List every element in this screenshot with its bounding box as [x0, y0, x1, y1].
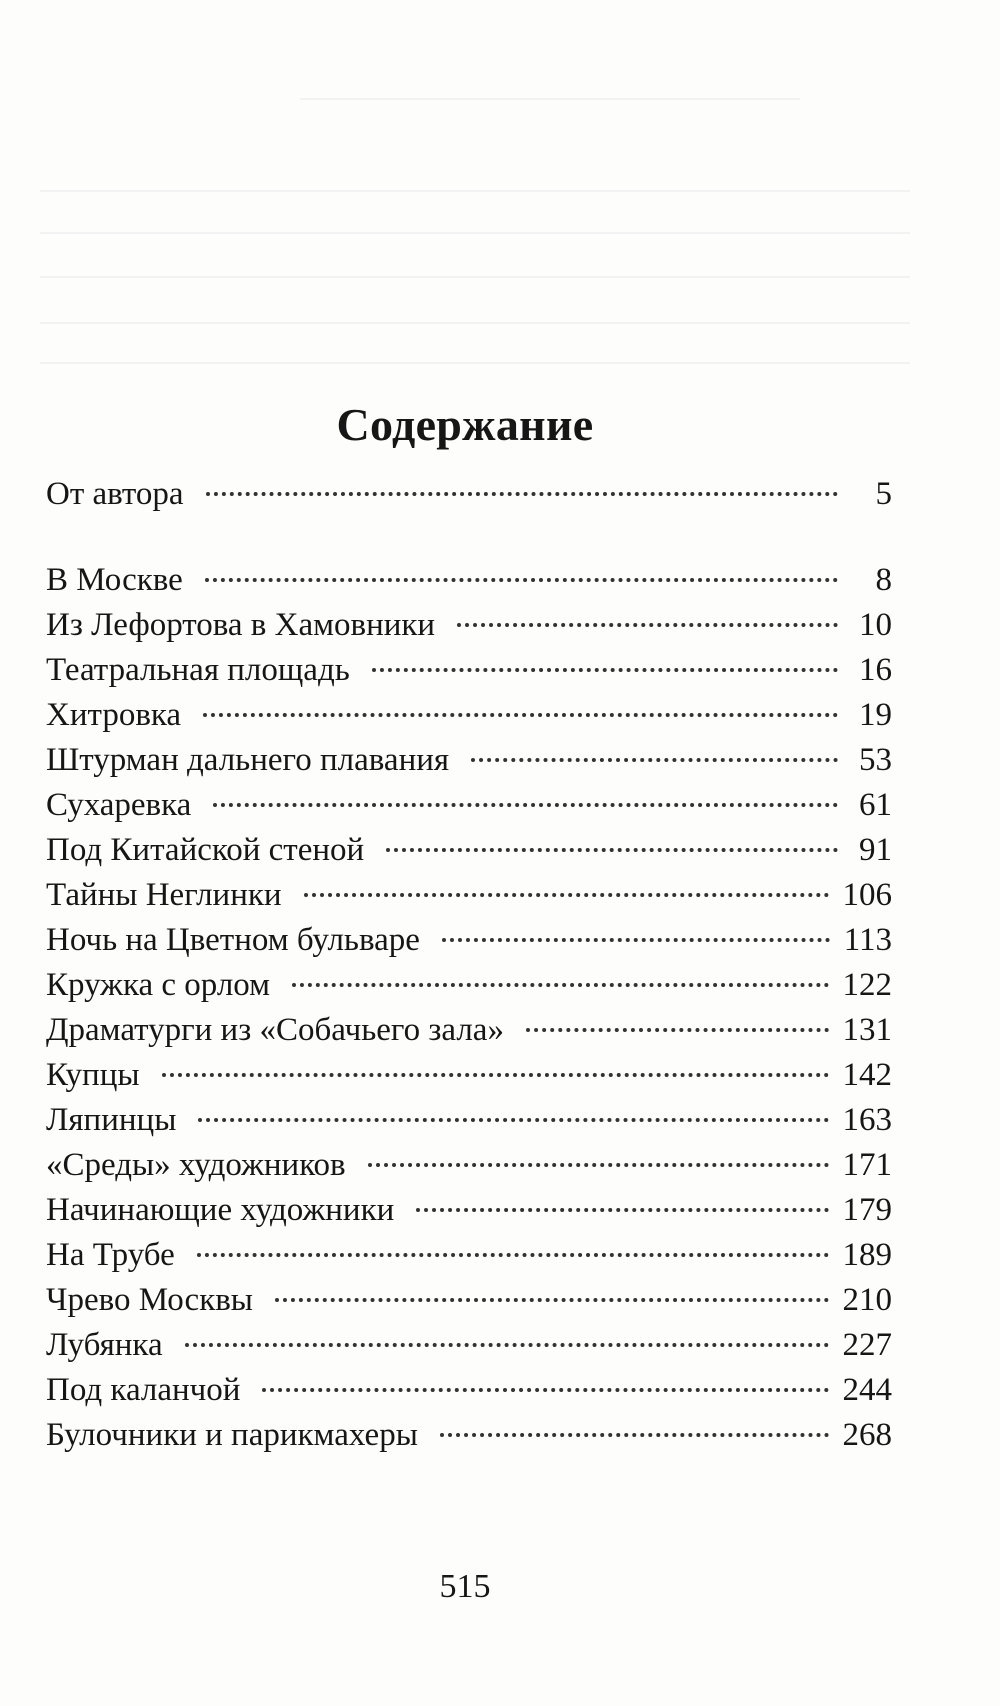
page-number: 515 [439, 1568, 491, 1605]
toc-leader-dots [197, 1253, 829, 1257]
toc-entry [46, 648, 892, 692]
toc-entry [46, 1098, 892, 1142]
toc-leader-dots [386, 848, 838, 852]
toc-entry [46, 472, 892, 516]
toc-entry-page: 131 [842, 1012, 892, 1048]
toc-entry [46, 1368, 892, 1412]
toc-entry-title: Чрево Москвы [46, 1282, 253, 1318]
toc-leader-dots [203, 713, 838, 717]
toc-entry-title: Булочники и парикмахеры [46, 1417, 418, 1453]
toc-entry-page: 163 [842, 1102, 892, 1138]
toc-entry-title: Штурман дальнего плавания [46, 742, 450, 778]
toc-entry-page: 227 [842, 1327, 892, 1363]
bleed-through-line [40, 190, 910, 192]
toc-entry-page: 244 [842, 1372, 892, 1408]
bleed-through-line [300, 98, 800, 100]
toc-leader-dots [304, 893, 829, 897]
toc-entry-title: На Трубе [46, 1237, 175, 1273]
toc-entry-title: От автора [46, 476, 184, 512]
toc-entry-page: 189 [842, 1237, 892, 1273]
toc-entry-title: Под каланчой [46, 1372, 241, 1408]
toc-entry [46, 1008, 892, 1052]
toc-entry-title: Лубянка [46, 1327, 163, 1363]
toc-entry [46, 1053, 892, 1097]
toc-leader-dots [368, 1163, 829, 1167]
toc-entry [46, 873, 892, 917]
toc-entry-page: 268 [842, 1417, 892, 1453]
toc-leader-dots [457, 623, 838, 627]
toc-entry [46, 783, 892, 827]
toc-entry-page: 91 [859, 832, 892, 868]
toc-leader-dots [526, 1028, 829, 1032]
toc-entry [46, 693, 892, 737]
toc-leader-dots [198, 1118, 828, 1122]
toc-leader-dots [213, 803, 838, 807]
toc-entry [46, 558, 892, 602]
toc-entry-title: Драматурги из «Собачьего зала» [46, 1012, 504, 1048]
toc-entry-page: 113 [843, 922, 892, 958]
toc-entry-page: 171 [842, 1147, 892, 1183]
toc-entry-page: 16 [859, 652, 892, 688]
toc-leader-dots [205, 578, 838, 582]
toc-entry-title: Хитровка [46, 697, 182, 733]
toc-entry-page: 142 [842, 1057, 892, 1093]
toc-leader-dots [471, 758, 838, 762]
toc-entry-title: Под Китайской стеной [46, 832, 365, 868]
toc-entry [46, 1278, 892, 1322]
toc-leader-dots [292, 983, 828, 987]
toc-entry [46, 1413, 892, 1457]
toc-leader-dots [416, 1208, 828, 1212]
toc-entry-page: 8 [875, 562, 892, 598]
toc-leader-dots [262, 1388, 828, 1392]
toc-leader-dots [372, 668, 838, 672]
bleed-through-line [40, 322, 910, 324]
toc-entry-page: 10 [859, 607, 892, 643]
toc-entry-title: Тайны Неглинки [46, 877, 282, 913]
toc-leader-dots [440, 1433, 829, 1437]
toc-entry-page: 19 [859, 697, 892, 733]
toc-entry-page: 61 [859, 787, 892, 823]
toc-entry [46, 738, 892, 782]
bleed-through-line [40, 232, 910, 234]
toc-leader-dots [442, 938, 830, 942]
toc-leader-dots [162, 1073, 829, 1077]
toc-entry-page: 106 [842, 877, 892, 913]
toc-entry-title: В Москве [46, 562, 183, 598]
toc-entry [46, 963, 892, 1007]
toc-entry-title: Из Лефортова в Хамовники [46, 607, 436, 643]
toc-entry-page: 5 [875, 476, 892, 512]
toc-entry-title: Ляпинцы [46, 1102, 177, 1138]
toc-entry [46, 1233, 892, 1277]
toc-leader-dots [206, 492, 838, 496]
toc-entry-page: 122 [842, 967, 892, 1003]
bleed-through-line [40, 362, 910, 364]
toc-leader-dots [275, 1298, 829, 1302]
toc-entry-title: Ночь на Цветном бульваре [46, 922, 420, 958]
bleed-through-line [40, 276, 910, 278]
toc-entry [46, 1143, 892, 1187]
toc-entry-page: 210 [842, 1282, 892, 1318]
toc-entry-title: Сухаревка [46, 787, 192, 823]
toc-entry-title: Купцы [46, 1057, 140, 1093]
toc-entry [46, 603, 892, 647]
toc-entry [46, 1323, 892, 1367]
toc-leader-dots [185, 1343, 829, 1347]
toc-entry [46, 918, 892, 962]
toc-entry [46, 828, 892, 872]
toc-entry-page: 179 [842, 1192, 892, 1228]
toc-entry-title: Кружка с орлом [46, 967, 271, 1003]
toc-entry-page: 53 [859, 742, 892, 778]
toc-entry-title: «Среды» художников [46, 1147, 346, 1183]
toc-entry-title: Начинающие художники [46, 1192, 395, 1228]
toc-entry-title: Театральная площадь [46, 652, 350, 688]
page-title: Содержание [336, 399, 594, 450]
toc-entry [46, 1188, 892, 1232]
